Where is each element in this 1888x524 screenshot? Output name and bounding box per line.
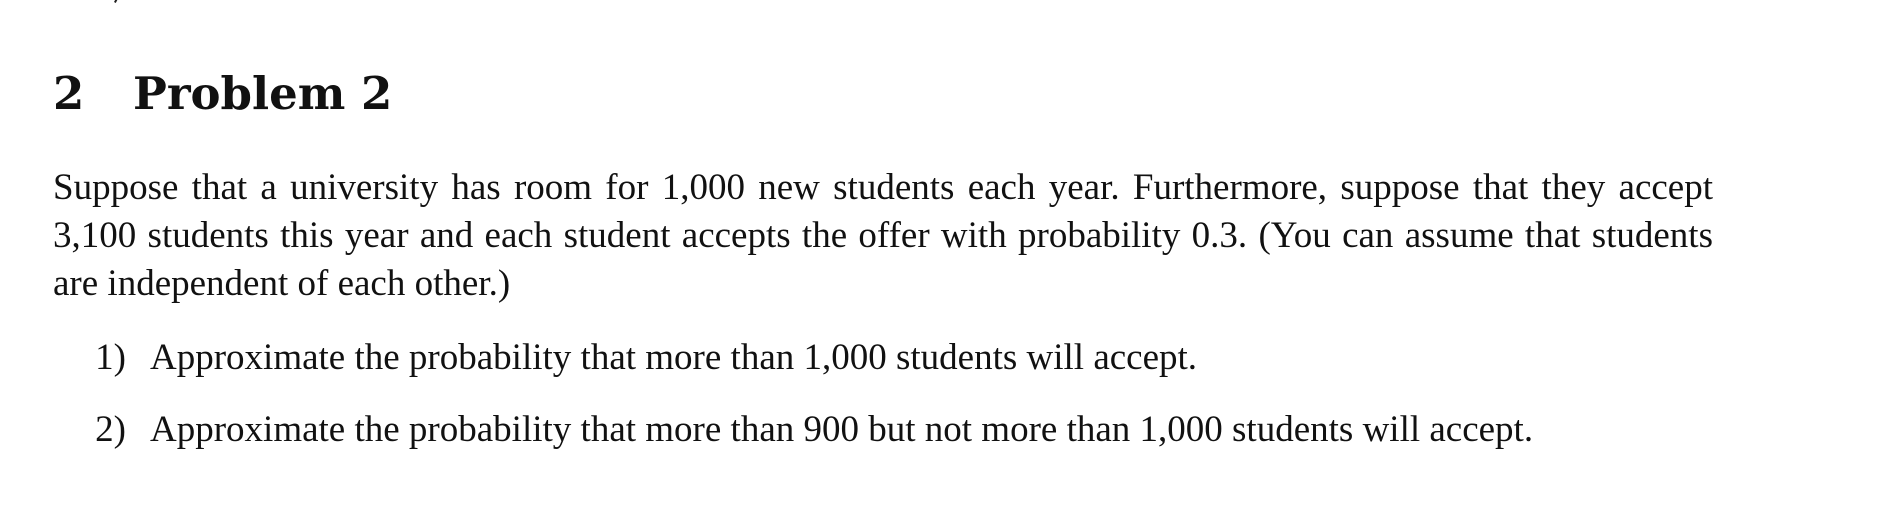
question-item bbox=[53, 334, 1713, 382]
question-text: Approximate the probability that more than 900 but not more than 1,000 students will accept. bbox=[150, 409, 1534, 450]
section-number: 2 bbox=[53, 67, 85, 120]
section-title: Problem 2 bbox=[133, 67, 393, 120]
question-list bbox=[53, 334, 1713, 478]
question-text: Approximate the probability that more than 1,000 students will accept. bbox=[150, 337, 1198, 378]
question-marker: 2) bbox=[95, 409, 126, 450]
question-marker: 1) bbox=[95, 337, 126, 378]
section-heading bbox=[53, 64, 392, 124]
cropped-mark bbox=[114, 0, 120, 3]
problem-description: Suppose that a university has room for 1,000 new students each year. Furthermore, suppose that they accept 3,100 students this year and each student accepts the offer with probability 0.3. (You can assume that students are independent of each other.) bbox=[53, 167, 1713, 304]
question-item bbox=[53, 406, 1713, 454]
